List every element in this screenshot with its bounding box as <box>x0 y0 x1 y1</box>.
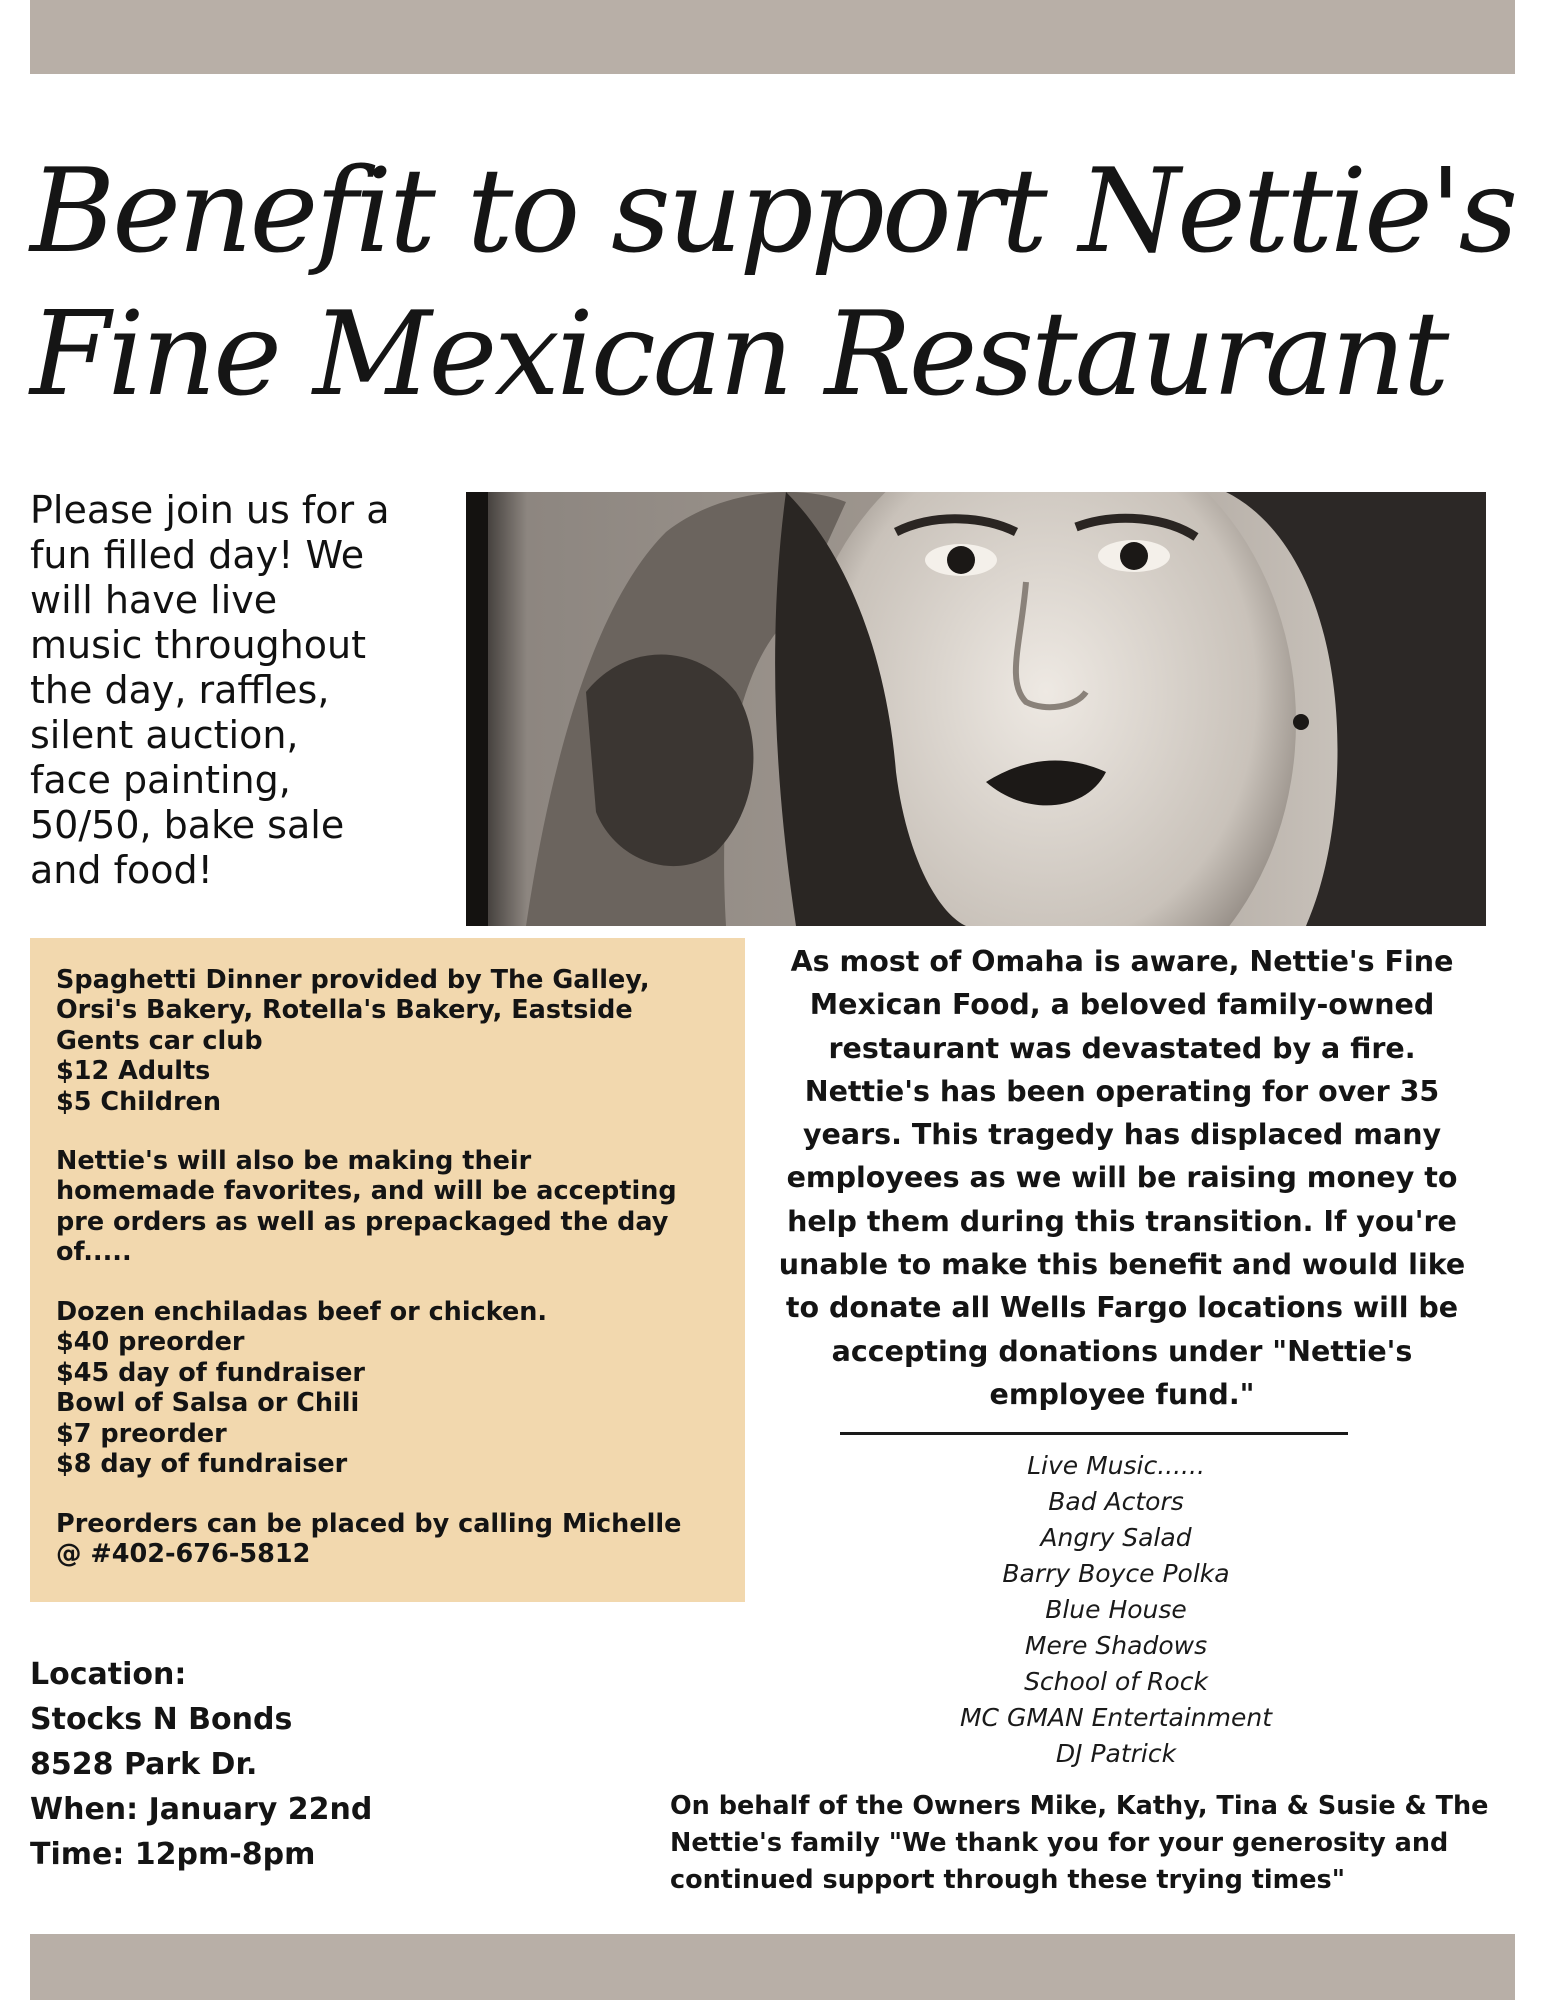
portrait-photo <box>466 492 1486 926</box>
preorder-info <box>56 1509 746 1570</box>
menu-line: $8 day of fundraiser <box>56 1449 348 1480</box>
thank-you-note <box>670 1788 1500 1899</box>
lineup-act: Bad Actors <box>1048 1487 1184 1516</box>
menu-line: pre orders as well as prepackaged the day <box>56 1206 669 1237</box>
page-title <box>30 140 1520 426</box>
story-line: employee fund." <box>989 1377 1255 1411</box>
intro-line: the day, raffles, <box>30 668 330 712</box>
thanks-line: On behalf of the Owners Mike, Kathy, Tina & Susie & The <box>670 1791 1489 1821</box>
story-line: Mexican Food, a beloved family-owned <box>809 988 1435 1022</box>
menu-line: $12 Adults <box>56 1056 211 1087</box>
story-line: employees as we will be raising money to <box>786 1161 1458 1195</box>
story-line: unable to make this benefit and would like <box>778 1248 1466 1282</box>
thanks-line: Nettie's family "We thank you for your generosity and <box>670 1828 1449 1858</box>
menu-line: Orsi's Bakery, Rotella's Bakery, Eastside <box>56 995 633 1026</box>
intro-line: Please join us for a <box>30 488 390 532</box>
story-line: accepting donations under "Nettie's <box>831 1334 1413 1368</box>
top-band <box>30 0 1515 74</box>
title-line-1: Benefit to support Nettie's <box>30 144 1516 279</box>
intro-line: and food! <box>30 848 213 892</box>
thanks-line: continued support through these trying times" <box>670 1865 1345 1895</box>
story-line: to donate all Wells Fargo locations will be <box>785 1291 1459 1325</box>
event-date: When: January 22nd <box>30 1792 373 1827</box>
intro-line: silent auction, <box>30 713 299 757</box>
lineup-act: Mere Shadows <box>1024 1631 1208 1660</box>
intro-text <box>30 488 450 893</box>
location-label: Location: <box>30 1657 187 1692</box>
story-line: years. This tragedy has displaced many <box>802 1118 1442 1152</box>
story-text <box>758 940 1486 1416</box>
intro-line: face painting, <box>30 758 291 802</box>
bottom-band <box>30 1934 1515 2000</box>
intro-line: will have live <box>30 578 278 622</box>
menu-line: $7 preorder <box>56 1418 227 1449</box>
menu-line: Dozen enchiladas beef or chicken. <box>56 1297 548 1327</box>
event-time: Time: 12pm-8pm <box>30 1837 316 1872</box>
lineup-heading: Live Music...... <box>1027 1451 1205 1480</box>
menu-line: Gents car club <box>56 1025 263 1056</box>
menu-line: homemade favorites, and will be accepting <box>56 1176 677 1207</box>
menu-line: $45 day of fundraiser <box>56 1357 366 1388</box>
menu-items <box>56 1297 746 1479</box>
venue-address: 8528 Park Dr. <box>30 1747 258 1782</box>
menu-line: $5 Children <box>56 1086 221 1117</box>
favorites-info <box>56 1146 746 1268</box>
menu-line: Preorders can be placed by calling Michelle <box>56 1509 682 1539</box>
lineup-act: Angry Salad <box>1040 1523 1192 1552</box>
intro-line: music throughout <box>30 623 366 667</box>
intro-line: 50/50, bake sale <box>30 803 345 847</box>
menu-line: $40 preorder <box>56 1327 245 1358</box>
lineup-act: MC GMAN Entertainment <box>959 1703 1273 1732</box>
music-lineup <box>880 1448 1352 1772</box>
lineup-act: Blue House <box>1045 1595 1187 1624</box>
divider <box>840 1432 1348 1435</box>
menu-line: @ #402-676-5812 <box>56 1539 311 1570</box>
lineup-act: Barry Boyce Polka <box>1002 1559 1230 1588</box>
dinner-info <box>56 965 746 1117</box>
intro-line: fun filled day! We <box>30 533 365 577</box>
portrait-image <box>466 492 1486 926</box>
lineup-act: DJ Patrick <box>1055 1739 1177 1768</box>
story-line: help them during this transition. If you're <box>787 1204 1457 1238</box>
menu-line: Nettie's will also be making their <box>56 1146 532 1176</box>
story-line: restaurant was devastated by a fire. <box>828 1031 1416 1065</box>
event-details <box>30 1652 372 1877</box>
menu-box <box>30 938 745 1602</box>
story-line: As most of Omaha is aware, Nettie's Fine <box>790 945 1454 978</box>
menu-line: Bowl of Salsa or Chili <box>56 1388 360 1419</box>
title-line-2: Fine Mexican Restaurant <box>30 287 1447 422</box>
lineup-act: School of Rock <box>1024 1667 1208 1696</box>
menu-line: Spaghetti Dinner provided by The Galley, <box>56 965 650 995</box>
menu-line: of..... <box>56 1237 132 1268</box>
venue-name: Stocks N Bonds <box>30 1702 293 1737</box>
story-line: Nettie's has been operating for over 35 <box>804 1074 1440 1108</box>
